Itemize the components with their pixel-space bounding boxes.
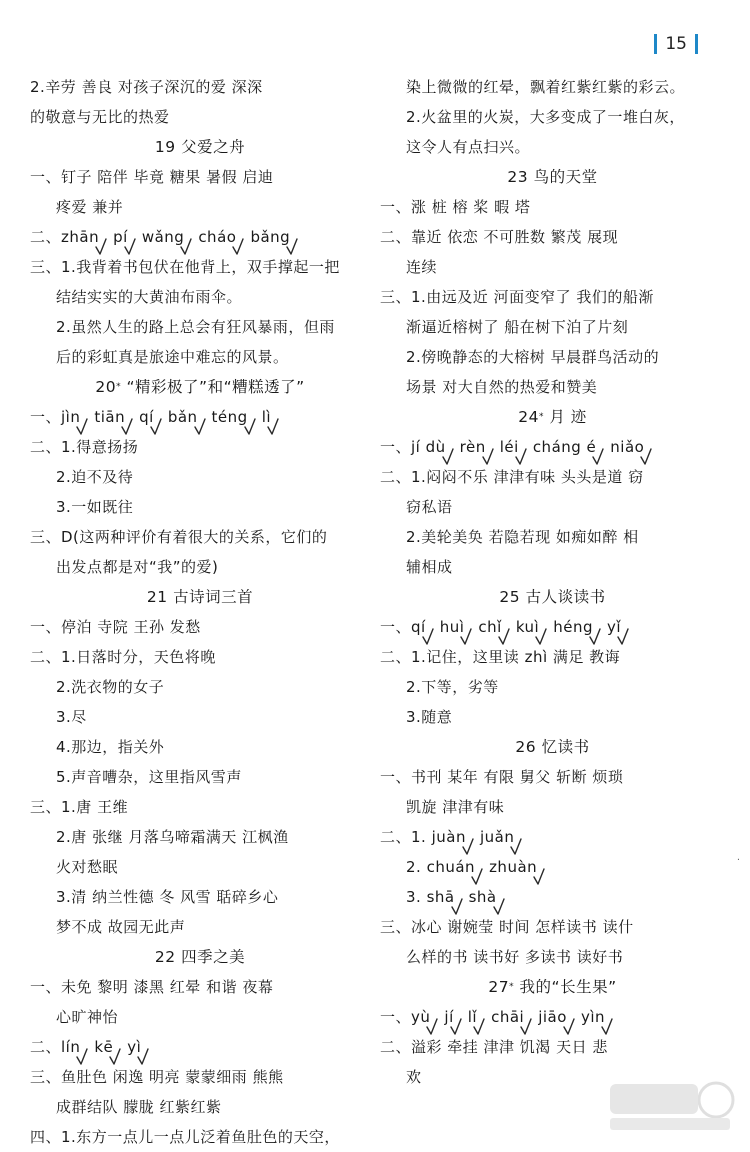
pinyin-text: rèn xyxy=(459,438,486,456)
pinyin-answer xyxy=(489,852,545,882)
pinyin-answer xyxy=(113,222,136,252)
answer-line xyxy=(30,1032,370,1062)
pinyin-text: yì xyxy=(127,1038,142,1056)
pinyin-answer xyxy=(581,1002,613,1032)
pinyin-answer xyxy=(607,612,629,642)
left-column xyxy=(30,72,370,1152)
pinyin-text: jiāo xyxy=(538,1008,567,1026)
page-header xyxy=(654,34,698,54)
check-mark-icon xyxy=(194,418,206,436)
pinyin-answer xyxy=(411,432,454,462)
pinyin-text: yìn xyxy=(580,1008,605,1026)
section-title: 22 四季之美 xyxy=(154,948,246,966)
pinyin-text: jí dù xyxy=(411,438,446,456)
answer-line xyxy=(380,1002,725,1032)
check-mark-icon xyxy=(640,448,652,466)
pinyin-text: bǎng xyxy=(250,228,291,246)
check-mark-icon xyxy=(121,418,133,436)
check-mark-icon xyxy=(617,628,629,646)
pinyin-text: cháng é xyxy=(532,438,597,456)
pinyin-answer xyxy=(460,432,494,462)
check-mark-icon xyxy=(601,1018,613,1036)
answer-line: 四、1.东方一点儿一点儿泛着鱼肚色的天空， xyxy=(30,1128,340,1146)
pinyin-text: qí xyxy=(411,618,426,636)
pinyin-text: pí xyxy=(113,228,128,246)
answer-prefix: 二、 xyxy=(30,1038,62,1056)
pinyin-text: héng xyxy=(553,618,593,636)
pinyin-answer xyxy=(427,852,483,882)
answer-line: 一、停泊 寺院 王孙 发愁 xyxy=(30,618,201,636)
lesson-title: 我的“长生果” xyxy=(514,978,617,996)
pinyin-answer xyxy=(516,612,547,642)
check-mark-icon xyxy=(592,448,604,466)
answer-line xyxy=(30,402,370,432)
pinyin-text: bǎn xyxy=(167,408,198,426)
section-title xyxy=(380,402,725,432)
answer-line: 二、1.闷闷不乐 津津有味 头头是道 窃 xyxy=(380,468,644,486)
pinyin-text: kē xyxy=(94,1038,114,1056)
pinyin-answer xyxy=(61,222,107,252)
answer-prefix: 二、 xyxy=(30,228,62,246)
check-mark-icon xyxy=(76,1048,88,1066)
pinyin-answer xyxy=(468,1002,485,1032)
pinyin-answer xyxy=(480,822,522,852)
check-mark-icon xyxy=(422,628,434,646)
check-mark-icon xyxy=(473,1018,485,1036)
section-title xyxy=(30,372,370,402)
answer-line: 三、冰心 谢婉莹 时间 怎样读书 读什 xyxy=(380,918,634,936)
answer-line: 二、溢彩 牵挂 津津 饥渴 天日 悲 xyxy=(380,1038,608,1056)
pinyin-text: chǐ xyxy=(478,618,502,636)
check-mark-icon xyxy=(563,1018,575,1036)
pinyin-answer xyxy=(478,612,509,642)
lesson-number: 24 xyxy=(518,408,539,426)
answer-line: 梦不成 故园无此声 xyxy=(56,918,186,936)
pinyin-text: wǎng xyxy=(141,228,185,246)
check-mark-icon xyxy=(426,1018,438,1036)
check-mark-icon xyxy=(460,628,472,646)
pinyin-answer xyxy=(469,882,505,912)
answer-line: 的敬意与无比的热爱 xyxy=(30,108,170,126)
answer-line: 凯旋 津津有味 xyxy=(406,798,505,816)
answer-line: 2.唐 张继 月落乌啼霜满天 江枫渔 xyxy=(56,828,289,846)
answer-line: 5.声音嘈杂，这里指风雪声 xyxy=(56,768,242,786)
pinyin-text: jìn xyxy=(61,408,81,426)
answer-line: 一、书刊 某年 有限 舅父 斩断 烦琐 xyxy=(380,768,624,786)
pinyin-answer xyxy=(94,1032,121,1062)
pinyin-answer xyxy=(427,882,463,912)
answer-line: 心旷神怡 xyxy=(56,1008,119,1026)
margin-mark: · xyxy=(736,855,740,866)
answer-prefix: 二、1. xyxy=(380,828,432,846)
pinyin-text: lì xyxy=(261,408,272,426)
answer-line: 出发点都是对“我”的爱) xyxy=(56,558,219,576)
answer-line: 疼爱 兼并 xyxy=(56,198,124,216)
check-mark-icon xyxy=(482,448,494,466)
pinyin-answer xyxy=(491,1002,532,1032)
answer-line: 二、1.记住，这里读 zhì 满足 教诲 xyxy=(380,648,621,666)
pinyin-text: qí xyxy=(139,408,154,426)
pinyin-answer xyxy=(262,402,279,432)
star-mark-icon: * xyxy=(509,982,515,992)
star-mark-icon: * xyxy=(116,382,122,392)
section-title xyxy=(380,972,725,1002)
check-mark-icon xyxy=(450,1018,462,1036)
answer-prefix: 一、 xyxy=(380,618,412,636)
answer-line: 连续 xyxy=(406,258,438,276)
check-mark-icon xyxy=(451,898,463,916)
answer-line xyxy=(380,432,725,462)
check-mark-icon xyxy=(150,418,162,436)
pinyin-text: lín xyxy=(61,1038,81,1056)
pinyin-answer xyxy=(168,402,206,432)
pinyin-answer xyxy=(553,612,601,642)
answer-line: 辅相成 xyxy=(406,558,453,576)
pinyin-answer xyxy=(538,1002,575,1032)
check-mark-icon xyxy=(520,1018,532,1036)
pinyin-text: zhuàn xyxy=(489,858,538,876)
pinyin-text: yù xyxy=(411,1008,431,1026)
pinyin-answer xyxy=(142,222,193,252)
pinyin-answer xyxy=(139,402,162,432)
answer-line: 欢 xyxy=(406,1068,422,1086)
pinyin-answer xyxy=(444,1002,461,1032)
answer-line xyxy=(380,822,725,852)
check-mark-icon xyxy=(515,448,527,466)
answer-line: 场景 对大自然的热爱和赞美 xyxy=(406,378,598,396)
answer-line: 三、鱼肚色 闲逸 明亮 蒙蒙细雨 熊熊 xyxy=(30,1068,284,1086)
pinyin-text: tiān xyxy=(94,408,126,426)
section-title: 25 古人谈读书 xyxy=(499,588,606,606)
lesson-number: 27 xyxy=(488,978,510,996)
pinyin-answer xyxy=(500,432,527,462)
star-mark-icon: * xyxy=(538,412,544,422)
pinyin-text: téng xyxy=(211,408,248,426)
section-title: 21 古诗词三首 xyxy=(146,588,254,606)
lesson-title: “精彩极了”和“糟糕透了” xyxy=(121,378,305,396)
answer-line: 染上微微的红晕，飘着红紫红紫的彩云。 xyxy=(406,78,686,96)
answer-line: 么样的书 读书好 多读书 读好书 xyxy=(406,948,624,966)
check-mark-icon xyxy=(95,238,107,256)
answer-line xyxy=(380,882,725,912)
pinyin-text: chāi xyxy=(491,1008,525,1026)
pinyin-text: yǐ xyxy=(607,618,622,636)
pinyin-answer xyxy=(94,402,133,432)
pinyin-text: chuán xyxy=(426,858,476,876)
check-mark-icon xyxy=(244,418,256,436)
page-number: 15 xyxy=(665,34,687,54)
pinyin-answer xyxy=(127,1032,149,1062)
answer-line: 渐逼近榕树了 船在树下泊了片刻 xyxy=(406,318,629,336)
pinyin-text: shà xyxy=(468,888,497,906)
check-mark-icon xyxy=(286,238,298,256)
pinyin-answer xyxy=(61,1032,88,1062)
pinyin-answer xyxy=(212,402,256,432)
answer-prefix: 一、 xyxy=(380,438,412,456)
answer-line: 后的彩虹真是旅途中难忘的风景。 xyxy=(56,348,289,366)
pinyin-text: shā xyxy=(426,888,455,906)
pinyin-answer xyxy=(533,432,604,462)
check-mark-icon xyxy=(76,418,88,436)
pinyin-answer xyxy=(61,402,88,432)
answer-line: 窃私语 xyxy=(406,498,453,516)
answer-line: 3.一如既往 xyxy=(56,498,134,516)
answer-line: 3.随意 xyxy=(406,708,453,726)
watermark-logo xyxy=(606,1078,736,1134)
pinyin-text: zhān xyxy=(61,228,100,246)
answer-line: 2.迫不及待 xyxy=(56,468,134,486)
header-bar-left xyxy=(654,34,657,54)
answer-line: 2.辛劳 善良 对孩子深沉的爱 深深 xyxy=(30,78,263,96)
answer-line: 火对愁眠 xyxy=(56,858,119,876)
answer-line: 2.火盆里的火炭，大多变成了一堆白灰， xyxy=(406,108,685,126)
check-mark-icon xyxy=(498,628,510,646)
answer-line: 2.洗衣物的女子 xyxy=(56,678,165,696)
pinyin-text: cháo xyxy=(198,228,237,246)
answer-line: 二、1.得意扬扬 xyxy=(30,438,139,456)
check-mark-icon xyxy=(180,238,192,256)
answer-line: 一、涨 桩 榕 桨 暇 塔 xyxy=(380,198,531,216)
answer-line: 结结实实的大黄油布雨伞。 xyxy=(56,288,243,306)
answer-prefix: 3. xyxy=(406,888,427,906)
pinyin-answer xyxy=(198,222,244,252)
lesson-number: 20 xyxy=(95,378,117,396)
check-mark-icon xyxy=(137,1048,149,1066)
answer-line: 三、1.我背着书包伏在他背上，双手撑起一把 xyxy=(30,258,340,276)
answer-line: 2.美轮美奂 若隐若现 如痴如醉 相 xyxy=(406,528,639,546)
answer-line: 2.虽然人生的路上总会有狂风暴雨，但雨 xyxy=(56,318,335,336)
pinyin-text: léi xyxy=(499,438,519,456)
pinyin-text: huì xyxy=(439,618,465,636)
answer-line: 二、靠近 依恋 不可胜数 繁茂 展现 xyxy=(380,228,619,246)
header-bar-right xyxy=(695,34,698,54)
check-mark-icon xyxy=(493,898,505,916)
check-mark-icon xyxy=(442,448,454,466)
answer-prefix: 一、 xyxy=(380,1008,412,1026)
pinyin-text: niǎo xyxy=(610,438,645,456)
check-mark-icon xyxy=(535,628,547,646)
answer-line: 成群结队 朦胧 红紫红紫 xyxy=(56,1098,222,1116)
pinyin-answer xyxy=(432,822,474,852)
pinyin-text: juǎn xyxy=(479,828,515,846)
answer-line: 2.下等，劣等 xyxy=(406,678,499,696)
check-mark-icon xyxy=(109,1048,121,1066)
answer-line: 三、D(这两种评价有着很大的关系，它们的 xyxy=(30,528,328,546)
section-title: 26 忆读书 xyxy=(515,738,590,756)
pinyin-text: juàn xyxy=(431,828,466,846)
answer-line: 这令人有点扫兴。 xyxy=(406,138,531,156)
answer-line: 3.清 纳兰性德 冬 风雪 聒碎乡心 xyxy=(56,888,279,906)
pinyin-text: jí xyxy=(444,1008,454,1026)
lesson-title: 月 迹 xyxy=(543,408,587,426)
check-mark-icon xyxy=(232,238,244,256)
pinyin-answer xyxy=(250,222,298,252)
answer-line: 二、1.日落时分，天色将晚 xyxy=(30,648,216,666)
section-title: 23 鸟的天堂 xyxy=(507,168,598,186)
answer-line: 三、1.唐 王维 xyxy=(30,798,129,816)
pinyin-answer xyxy=(411,1002,438,1032)
check-mark-icon xyxy=(124,238,136,256)
pinyin-answer xyxy=(411,612,434,642)
answer-line: 3.尽 xyxy=(56,708,87,726)
answer-line: 一、钉子 陪伴 毕竟 糖果 暑假 启迪 xyxy=(30,168,274,186)
check-mark-icon xyxy=(267,418,279,436)
answer-prefix: 一、 xyxy=(30,408,62,426)
answer-line xyxy=(380,612,725,642)
answer-prefix: 2. xyxy=(406,858,427,876)
answer-line: 4.那边，指关外 xyxy=(56,738,165,756)
answer-line: 一、未免 黎明 漆黑 红晕 和谐 夜幕 xyxy=(30,978,274,996)
answer-line xyxy=(30,222,370,252)
pinyin-answer xyxy=(610,432,652,462)
answer-line: 2.傍晚静态的大榕树 早晨群鸟活动的 xyxy=(406,348,660,366)
pinyin-text: kuì xyxy=(515,618,540,636)
answer-line: 三、1.由远及近 河面变窄了 我们的船渐 xyxy=(380,288,654,306)
check-mark-icon xyxy=(533,868,545,886)
answer-line xyxy=(380,852,725,882)
check-mark-icon xyxy=(589,628,601,646)
right-column xyxy=(380,72,725,1092)
pinyin-text: lǐ xyxy=(467,1008,478,1026)
section-title: 19 父爱之舟 xyxy=(154,138,246,156)
pinyin-answer xyxy=(440,612,473,642)
